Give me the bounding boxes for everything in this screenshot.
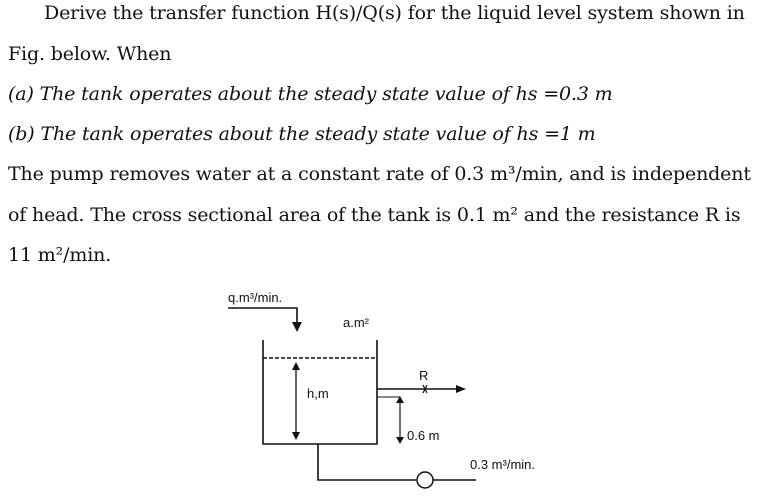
height-arrow-down (396, 437, 404, 444)
inflow-arrowhead (292, 322, 302, 332)
inflow-pipe (228, 308, 297, 325)
level-arrow-down (292, 432, 300, 440)
pump-rate-label: 0.3 m³/min. (470, 457, 536, 472)
height-label: 0.6 m (407, 428, 440, 443)
problem-line-5: The pump removes water at a constant rate of 0.3 m³/min, and is independent (8, 163, 751, 185)
level-arrow-up (292, 362, 300, 370)
inflow-label: q.m³/min. (228, 290, 283, 305)
problem-line-7: 11 m²/min. (8, 244, 112, 266)
level-label: h,m (307, 386, 329, 401)
pump-icon (417, 472, 433, 488)
problem-line-6: of head. The cross sectional area of the tank is 0.1 m² and the resistance R is (8, 204, 741, 226)
resistance-label: R (419, 368, 429, 383)
problem-part-a: (a) The tank operates about the steady state value of hs =0.3 m (8, 83, 613, 105)
drain-pipe (318, 444, 416, 480)
problem-line-1: Derive the transfer function H(s)/Q(s) for the liquid level system shown in (44, 2, 745, 24)
outflow-arrowhead (456, 385, 466, 393)
area-label: a.m² (343, 315, 369, 330)
problem-part-b: (b) The tank operates about the steady state value of hs =1 m (8, 123, 596, 145)
problem-line-2: Fig. below. When (8, 43, 172, 65)
